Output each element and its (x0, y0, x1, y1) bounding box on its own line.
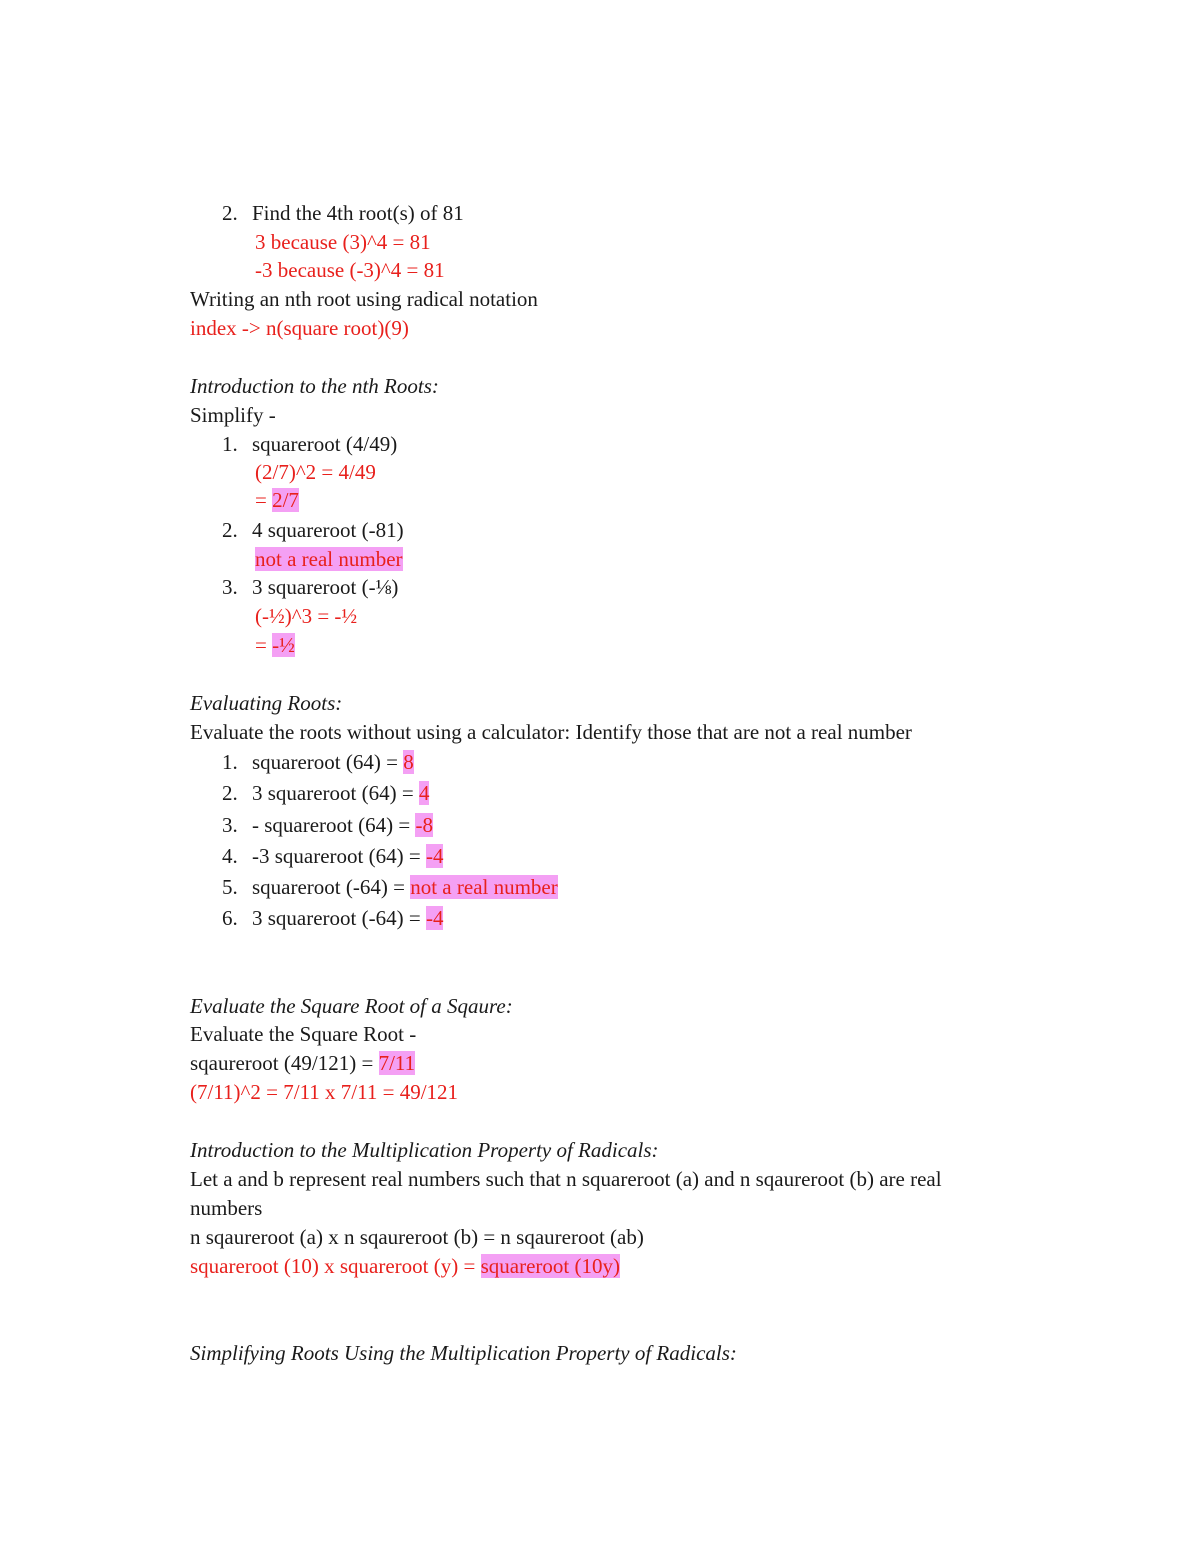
expression: -3 squareroot (64) = (252, 844, 426, 868)
section-heading: Introduction to the Multiplication Property of Radicals: (190, 1138, 659, 1162)
expression: squareroot (10) x squareroot (y) = (190, 1254, 481, 1278)
work-line: (-½)^3 = -½ (255, 604, 358, 628)
highlighted-answer: 4 (418, 781, 430, 805)
example-line (190, 1253, 620, 1279)
answer-line (255, 632, 295, 658)
expression: squareroot (-64) = (252, 875, 411, 899)
highlighted-answer: -4 (425, 844, 444, 868)
paragraph-line: numbers (190, 1196, 263, 1220)
list-item (222, 431, 397, 457)
section-heading: Simplifying Roots Using the Multiplication Property of Radicals: (190, 1341, 737, 1365)
list-number: 6. (222, 906, 238, 930)
list-number: 2. (222, 781, 238, 805)
highlighted-answer: 8 (403, 750, 414, 774)
example-line: index -> n(square root)(9) (190, 316, 409, 340)
list-number: 5. (222, 875, 238, 899)
list-item (222, 874, 558, 900)
highlighted-answer: -½ (272, 633, 295, 657)
expression: 3 squareroot (64) = (252, 781, 419, 805)
expression-line (190, 1050, 415, 1076)
subheading: Evaluate the Square Root - (190, 1022, 417, 1046)
section-heading: Introduction to the nth Roots: (190, 374, 439, 398)
answer-line (255, 487, 299, 513)
list-item (222, 574, 398, 600)
question-text: 3 squareroot (-⅛) (252, 575, 399, 599)
list-item (222, 843, 443, 869)
list-number: 2. (222, 518, 238, 542)
question-text: 4 squareroot (-81) (252, 518, 404, 542)
list-item (222, 780, 429, 806)
paragraph: Writing an nth root using radical notation (190, 287, 538, 311)
subheading: Simplify - (190, 403, 276, 427)
highlighted-answer: not a real number (410, 875, 558, 899)
highlighted-answer: 2/7 (272, 488, 299, 512)
list-number: 3. (222, 813, 238, 837)
expression: squareroot (64) = (252, 750, 404, 774)
instruction: Evaluate the roots without using a calculator: Identify those that are not a real number (190, 720, 912, 744)
answer-line: 3 because (3)^4 = 81 (255, 230, 431, 254)
list-item (222, 749, 414, 775)
list-item (222, 517, 404, 543)
list-number: 4. (222, 844, 238, 868)
list-number: 1. (222, 432, 238, 456)
list-number: 2. (222, 201, 238, 225)
highlighted-answer: squareroot (10y) (480, 1254, 620, 1278)
expression: 3 squareroot (-64) = (252, 906, 426, 930)
equals-sign: = (255, 488, 273, 512)
expression: sqaureroot (49/121) = (190, 1051, 379, 1075)
equals-sign: = (255, 633, 273, 657)
question-text: squareroot (4/49) (252, 432, 398, 456)
list-item (222, 200, 464, 226)
rule-line: n sqaureroot (a) x n sqaureroot (b) = n sqaureroot (ab) (190, 1225, 644, 1249)
list-item (222, 905, 443, 931)
answer-line: -3 because (-3)^4 = 81 (255, 258, 445, 282)
list-number: 1. (222, 750, 238, 774)
answer-line (255, 546, 403, 572)
highlighted-answer: 7/11 (378, 1051, 416, 1075)
work-line: (2/7)^2 = 4/49 (255, 460, 376, 484)
highlighted-answer: -8 (415, 813, 433, 837)
highlighted-answer: not a real number (255, 547, 403, 571)
highlighted-answer: -4 (425, 906, 444, 930)
question-text: Find the 4th root(s) of 81 (252, 201, 464, 225)
expression: - squareroot (64) = (252, 813, 416, 837)
list-number: 3. (222, 575, 238, 599)
paragraph-line: Let a and b represent real numbers such that n squareroot (a) and n sqaureroot (b) are real (190, 1167, 942, 1191)
section-heading: Evaluate the Square Root of a Sqaure: (190, 994, 513, 1018)
section-heading: Evaluating Roots: (190, 691, 343, 715)
list-item (222, 812, 433, 838)
check-line: (7/11)^2 = 7/11 x 7/11 = 49/121 (190, 1080, 459, 1104)
